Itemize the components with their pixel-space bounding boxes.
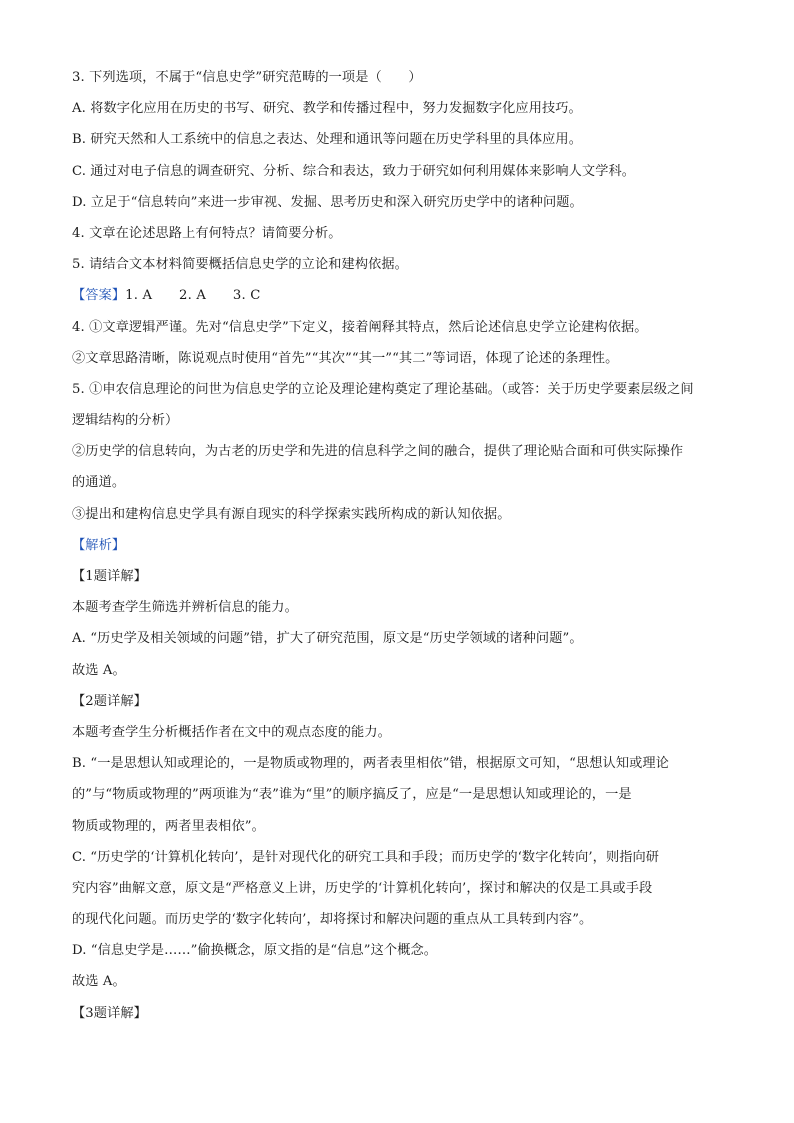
answer-4-point-2: ②文章思路清晰，陈说观点时使用“首先”“其次”“其一”“其二”等词语，体现了论述的条理性。	[72, 350, 619, 366]
question-5: 5. 请结合文本材料简要概括信息史学的立论和建构依据。	[72, 257, 408, 273]
q1-detail-tag: 【1题详解】	[72, 569, 147, 584]
analysis-tag: 【解析】	[72, 537, 126, 553]
question-4: 4. 文章在论述思路上有何特点？请简要分析。	[72, 225, 342, 241]
q2-option-c-line-2: 究内容”曲解文意，原文是“严格意义上讲，历史学的‘计算机化转向’，探讨和解决的仅是工具或手段	[72, 880, 653, 896]
q1-detail-line-3: 故选 A。	[72, 662, 126, 678]
answer-values: 1. A 2. A 3. C	[125, 288, 261, 304]
answer-5-point-2b: 的通道。	[72, 475, 126, 491]
answer-5-point-1a: 5. ①申农信息理论的问世为信息史学的立论及理论建构奠定了理论基础。（或答：关于历史学要素层级之间	[72, 381, 694, 397]
q2-option-c-line-1: C. “历史学的‘计算机化转向’，是针对现代化的研究工具和手段；而历史学的‘数字化转向’，则指向研	[72, 849, 660, 865]
question-3-stem: 3. 下列选项，不属于“信息史学”研究范畴的一项是（ ）	[72, 70, 422, 85]
answer-line	[72, 280, 724, 311]
q2-option-b-line-3: 物质或物理的，两者里表相依”。	[72, 818, 265, 834]
answer-tag: 【答案】	[72, 288, 126, 304]
answer-5-point-2a: ②历史学的信息转向，为古老的历史学和先进的信息科学之间的融合，提供了理论贴合面和可供实际操作	[72, 444, 684, 460]
question-3-option-a: A. 将数字化应用在历史的书写、研究、教学和传播过程中，努力发掘数字化应用技巧。	[72, 101, 582, 117]
q2-detail-line-1: 本题考查学生分析概括作者在文中的观点态度的能力。	[72, 724, 391, 740]
question-3-option-c: C. 通过对电子信息的调查研究、分析、综合和表达，致力于研究如何利用媒体来影响人文学科。	[72, 163, 636, 179]
question-3-option-d: D. 立足于“信息转向”来进一步审视、发掘、思考历史和深入研究历史学中的诸种问题。	[72, 194, 583, 210]
q3-detail-tag: 【3题详解】	[72, 1005, 147, 1021]
q2-option-b-line-1: B. “一是思想认知或理论的，一是物质或物理的，两者表里相依”错，根据原文可知，“思想认知或理论	[72, 756, 669, 772]
answer-5-point-3: ③提出和建构信息史学具有源自现实的科学探索实践所构成的新认知依据。	[72, 506, 511, 522]
q1-detail-line-1: 本题考查学生筛选并辨析信息的能力。	[72, 600, 298, 616]
q1-detail-line-2: A. “历史学及相关领域的问题”错，扩大了研究范围，原文是“历史学领域的诸种问题”。	[72, 631, 583, 647]
answer-5-point-1b: 逻辑结构的分析）	[72, 413, 179, 429]
q2-conclusion: 故选 A。	[72, 974, 126, 990]
q2-option-d-line-1: D. “信息史学是……”偷换概念，原文指的是“信息”这个概念。	[72, 943, 438, 959]
answer-4-point-1: 4. ①文章逻辑严谨。先对“信息史学”下定义，接着阐释其特点，然后论述信息史学立论建构依据。	[72, 319, 648, 335]
question-3-option-b: B. 研究天然和人工系统中的信息之表达、处理和通讯等问题在历史学科里的具体应用。	[72, 132, 583, 148]
q2-option-b-line-2: 的”与“物质或物理的”两项谁为“表”谁为“里”的顺序搞反了，应是“一是思想认知或理论的，一是	[72, 787, 632, 803]
q2-detail-tag: 【2题详解】	[72, 693, 147, 709]
document-page	[72, 62, 724, 1029]
q2-option-c-line-3: 的现代化问题。而历史学的‘数字化转向’，却将探讨和解决问题的重点从工具转到内容”。	[72, 912, 593, 928]
